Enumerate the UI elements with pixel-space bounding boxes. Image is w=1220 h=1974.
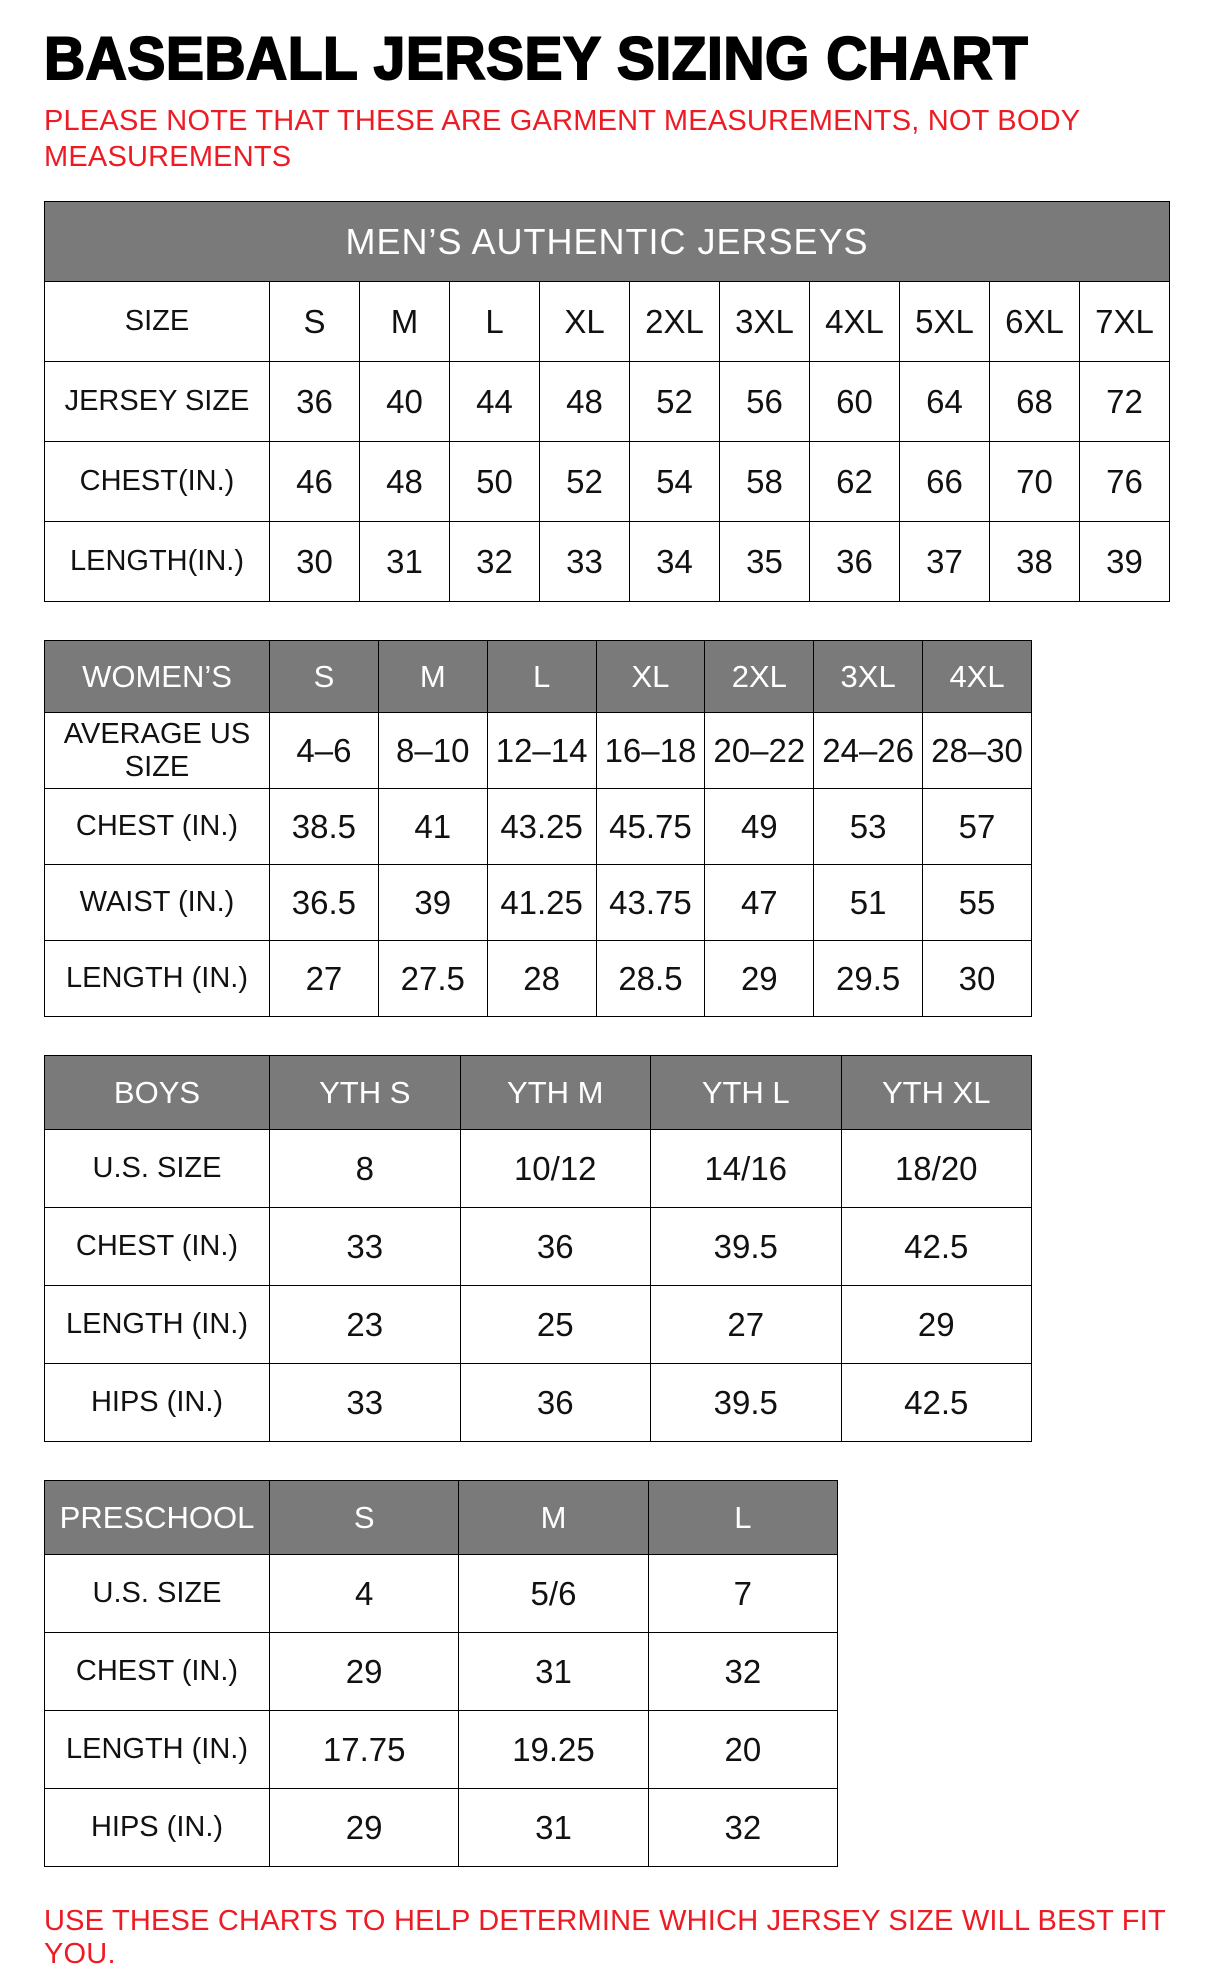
preschool-sizing-table [44,1480,1220,1867]
table-row [45,442,1170,522]
boys-value-cell: 29 [841,1286,1032,1364]
preschool-table-grid [44,1480,838,1867]
mens-value-cell: 40 [360,362,450,442]
mens-value-cell: L [450,282,540,362]
mens-row-label: SIZE [45,282,270,362]
womens-value-cell: 57 [923,789,1032,865]
boys-value-cell: 27 [651,1286,842,1364]
mens-value-cell: 7XL [1080,282,1170,362]
womens-value-cell: 53 [814,789,923,865]
mens-value-cell: 35 [720,522,810,602]
mens-row-label: LENGTH(IN.) [45,522,270,602]
table-row [45,1130,1032,1208]
womens-value-cell: 41 [378,789,487,865]
womens-value-cell: 27 [270,941,379,1017]
garment-measurements-note: PLEASE NOTE THAT THESE ARE GARMENT MEASUREMENTS, NOT BODY MEASUREMENTS [44,104,1080,173]
boys-row-label: CHEST (IN.) [45,1208,270,1286]
preschool-value-cell: 19.25 [459,1711,648,1789]
boys-header-row [45,1056,1032,1130]
womens-row-label: WAIST (IN.) [45,865,270,941]
preschool-value-cell: 4 [270,1555,459,1633]
preschool-value-cell: 17.75 [270,1711,459,1789]
womens-row-label: AVERAGE US SIZE [45,713,270,789]
boys-row-label: LENGTH (IN.) [45,1286,270,1364]
mens-row-label: JERSEY SIZE [45,362,270,442]
preschool-row-label: CHEST (IN.) [45,1633,270,1711]
boys-value-cell: 25 [460,1286,651,1364]
womens-value-cell: 55 [923,865,1032,941]
table-row [45,1286,1032,1364]
womens-row-label: CHEST (IN.) [45,789,270,865]
mens-value-cell: 39 [1080,522,1170,602]
preschool-value-cell: 31 [459,1633,648,1711]
womens-value-cell: 45.75 [596,789,705,865]
table-row [45,1208,1032,1286]
preschool-value-cell: 20 [648,1711,837,1789]
mens-value-cell: 70 [990,442,1080,522]
boys-value-cell: 42.5 [841,1364,1032,1442]
table-row [45,522,1170,602]
womens-value-cell: 12–14 [487,713,596,789]
womens-value-cell: 47 [705,865,814,941]
table-row [45,865,1032,941]
womens-header-cell: 2XL [705,641,814,713]
mens-value-cell: 44 [450,362,540,442]
preschool-value-cell: 29 [270,1789,459,1867]
mens-value-cell: 66 [900,442,990,522]
preschool-row-label: LENGTH (IN.) [45,1711,270,1789]
boys-row-label: HIPS (IN.) [45,1364,270,1442]
boys-sizing-table [44,1055,1220,1442]
mens-value-cell: 72 [1080,362,1170,442]
mens-value-cell: 56 [720,362,810,442]
table-row [45,1555,838,1633]
womens-value-cell: 29 [705,941,814,1017]
boys-row-label: U.S. SIZE [45,1130,270,1208]
womens-value-cell: 39 [378,865,487,941]
boys-table-grid [44,1055,1032,1442]
womens-value-cell: 51 [814,865,923,941]
mens-value-cell: 3XL [720,282,810,362]
womens-value-cell: 16–18 [596,713,705,789]
preschool-row-label: HIPS (IN.) [45,1789,270,1867]
mens-value-cell: 50 [450,442,540,522]
boys-header-cell: YTH L [651,1056,842,1130]
womens-value-cell: 4–6 [270,713,379,789]
mens-value-cell: 36 [810,522,900,602]
womens-value-cell: 43.25 [487,789,596,865]
womens-header-cell: S [270,641,379,713]
boys-header-cell: YTH S [270,1056,461,1130]
boys-value-cell: 39.5 [651,1364,842,1442]
boys-value-cell: 36 [460,1208,651,1286]
preschool-header-cell: M [459,1481,648,1555]
table-row [45,1711,838,1789]
mens-sizing-table [44,201,1220,602]
mens-value-cell: 5XL [900,282,990,362]
womens-table-grid [44,640,1032,1017]
womens-value-cell: 41.25 [487,865,596,941]
womens-value-cell: 29.5 [814,941,923,1017]
table-row [45,941,1032,1017]
footer-note: USE THESE CHARTS TO HELP DETERMINE WHICH JERSEY SIZE WILL BEST FIT YOU. [44,1905,1166,1971]
boys-header-label: BOYS [45,1056,270,1130]
mens-value-cell: 31 [360,522,450,602]
womens-header-label: WOMEN’S [45,641,270,713]
mens-value-cell: 76 [1080,442,1170,522]
womens-header-cell: L [487,641,596,713]
womens-header-cell: 3XL [814,641,923,713]
womens-value-cell: 27.5 [378,941,487,1017]
womens-value-cell: 24–26 [814,713,923,789]
mens-table-grid [44,201,1170,602]
mens-value-cell: 30 [270,522,360,602]
boys-value-cell: 42.5 [841,1208,1032,1286]
womens-value-cell: 43.75 [596,865,705,941]
preschool-value-cell: 7 [648,1555,837,1633]
mens-value-cell: 64 [900,362,990,442]
preschool-value-cell: 32 [648,1789,837,1867]
boys-header-cell: YTH XL [841,1056,1032,1130]
preschool-header-cell: S [270,1481,459,1555]
womens-value-cell: 28 [487,941,596,1017]
mens-value-cell: 52 [630,362,720,442]
preschool-value-cell: 5/6 [459,1555,648,1633]
mens-value-cell: 33 [540,522,630,602]
womens-value-cell: 38.5 [270,789,379,865]
preschool-value-cell: 31 [459,1789,648,1867]
womens-value-cell: 30 [923,941,1032,1017]
mens-value-cell: 38 [990,522,1080,602]
mens-value-cell: 34 [630,522,720,602]
table-row [45,1633,838,1711]
boys-value-cell: 33 [270,1208,461,1286]
mens-value-cell: 32 [450,522,540,602]
mens-banner: MEN’S AUTHENTIC JERSEYS [45,202,1170,282]
mens-value-cell: 46 [270,442,360,522]
womens-header-cell: 4XL [923,641,1032,713]
womens-row-label: LENGTH (IN.) [45,941,270,1017]
mens-value-cell: 54 [630,442,720,522]
preschool-value-cell: 32 [648,1633,837,1711]
womens-sizing-table [44,640,1220,1017]
boys-value-cell: 23 [270,1286,461,1364]
table-row [45,789,1032,865]
boys-header-cell: YTH M [460,1056,651,1130]
mens-value-cell: 58 [720,442,810,522]
boys-value-cell: 39.5 [651,1208,842,1286]
womens-header-cell: M [378,641,487,713]
page-title: BASEBALL JERSEY SIZING CHART [44,24,1029,93]
mens-row-label: CHEST(IN.) [45,442,270,522]
mens-value-cell: 36 [270,362,360,442]
womens-header-cell: XL [596,641,705,713]
womens-value-cell: 20–22 [705,713,814,789]
mens-value-cell: 2XL [630,282,720,362]
boys-value-cell: 8 [270,1130,461,1208]
boys-value-cell: 33 [270,1364,461,1442]
mens-value-cell: 37 [900,522,990,602]
mens-value-cell: 48 [360,442,450,522]
mens-value-cell: 60 [810,362,900,442]
mens-value-cell: S [270,282,360,362]
mens-value-cell: 6XL [990,282,1080,362]
boys-value-cell: 14/16 [651,1130,842,1208]
mens-value-cell: 48 [540,362,630,442]
mens-value-cell: M [360,282,450,362]
boys-value-cell: 18/20 [841,1130,1032,1208]
womens-value-cell: 36.5 [270,865,379,941]
mens-value-cell: XL [540,282,630,362]
table-row [45,362,1170,442]
table-row [45,282,1170,362]
womens-value-cell: 28–30 [923,713,1032,789]
preschool-header-row [45,1481,838,1555]
preschool-row-label: U.S. SIZE [45,1555,270,1633]
boys-value-cell: 36 [460,1364,651,1442]
preschool-header-label: PRESCHOOL [45,1481,270,1555]
preschool-header-cell: L [648,1481,837,1555]
mens-value-cell: 4XL [810,282,900,362]
mens-value-cell: 68 [990,362,1080,442]
table-row [45,1789,838,1867]
mens-value-cell: 62 [810,442,900,522]
boys-value-cell: 10/12 [460,1130,651,1208]
womens-header-row [45,641,1032,713]
womens-value-cell: 8–10 [378,713,487,789]
table-row [45,713,1032,789]
womens-value-cell: 28.5 [596,941,705,1017]
mens-value-cell: 52 [540,442,630,522]
table-row [45,1364,1032,1442]
womens-value-cell: 49 [705,789,814,865]
preschool-value-cell: 29 [270,1633,459,1711]
